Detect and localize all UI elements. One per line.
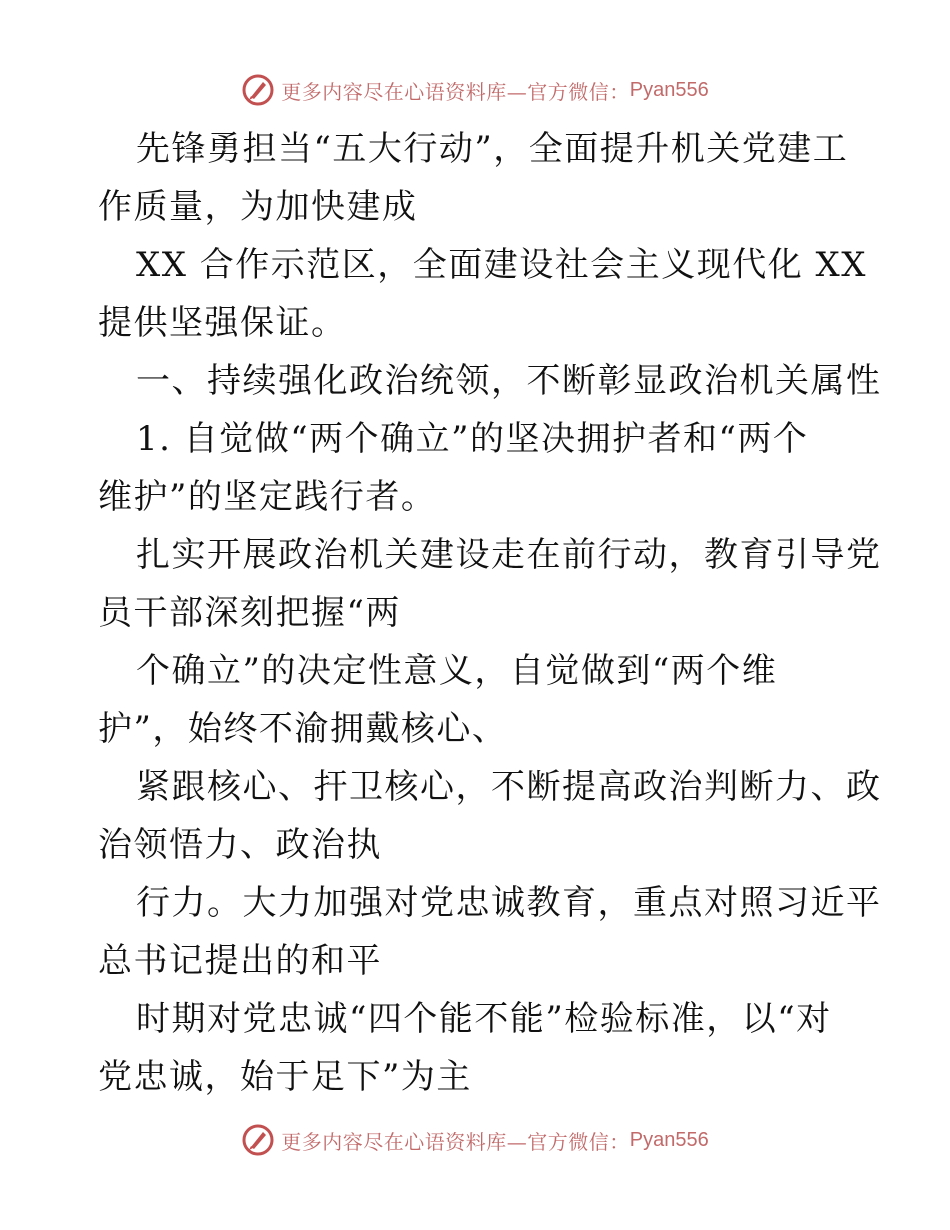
text-line: 护”，始终不渝拥戴核心、 <box>98 709 508 749</box>
text-line: 维护”的坚定践行者。 <box>98 477 437 517</box>
watermark-text: 更多内容尽在心语资料库—官方微信： <box>281 1129 630 1154</box>
watermark-logo-icon <box>241 73 275 107</box>
text-line: 先锋勇担当“五大行动”，全面提升机关党建工 <box>136 129 849 169</box>
section-heading: 一、持续强化政治统领，不断彰显政治机关属性 <box>136 361 882 401</box>
body-text <box>98 120 882 1106</box>
header-watermark <box>0 70 950 110</box>
watermark-id: Pyan556 <box>629 1128 709 1151</box>
text-line: 个确立”的决定性意义，自觉做到“两个维 <box>136 651 778 691</box>
text-line: XX 合作示范区，全面建设社会主义现代化 XX <box>136 245 867 285</box>
text-line: 提供坚强保证。 <box>98 303 347 343</box>
text-line: 扎实开展政治机关建设走在前行动，教育引导党 <box>136 535 882 575</box>
watermark-logo-icon <box>241 1123 275 1157</box>
footer-watermark <box>0 1120 950 1160</box>
text-line: 总书记提出的和平 <box>98 941 382 981</box>
watermark-text: 更多内容尽在心语资料库—官方微信： <box>281 79 630 104</box>
text-line: 行力。大力加强对党忠诚教育，重点对照习近平 <box>136 883 882 923</box>
text-line: 时期对党忠诚“四个能不能”检验标准，以“对 <box>136 999 832 1039</box>
subsection-heading: 1. 自觉做“两个确立”的坚决拥护者和“两个 <box>136 419 809 459</box>
text-line: 治领悟力、政治执 <box>98 825 382 865</box>
text-line: 紧跟核心、扞卫核心，不断提高政治判断力、政 <box>136 767 882 807</box>
watermark-id: Pyan556 <box>629 78 709 101</box>
text-line: 党忠诚，始于足下”为主 <box>98 1057 472 1097</box>
text-line: 员干部深刻把握“两 <box>98 593 401 633</box>
text-line: 作质量，为加快建成 <box>98 187 418 227</box>
